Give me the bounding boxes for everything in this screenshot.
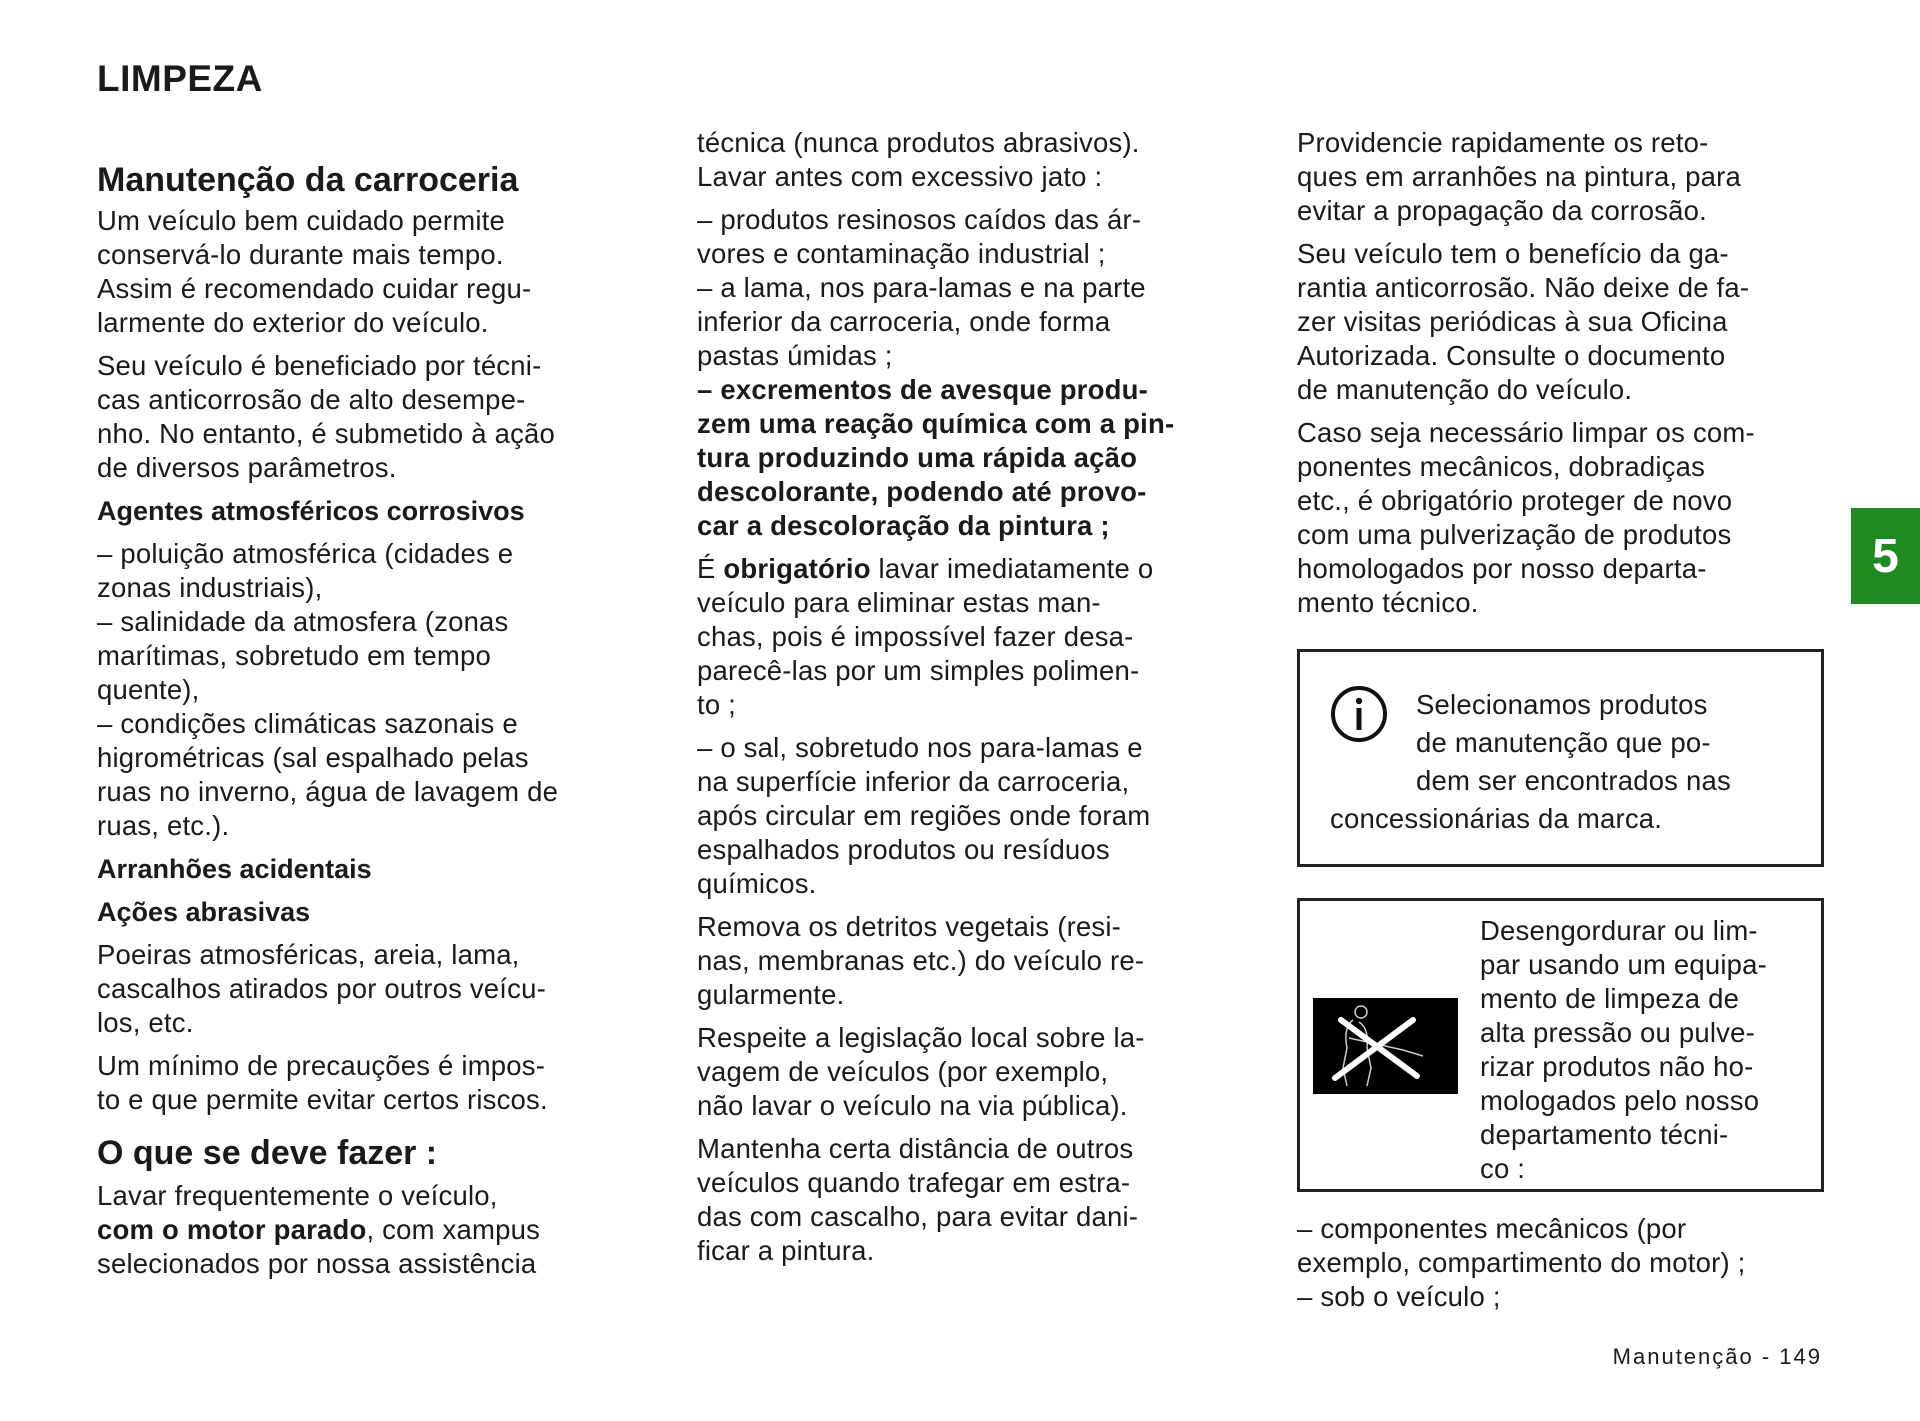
paragraph [697,203,1237,543]
text-line: com uma pulverização de produtos [1297,519,1732,550]
text-line: zonas industriais), [97,572,323,603]
text-line: – componentes mecânicos (por [1297,1213,1687,1244]
paragraph [97,938,637,1040]
text-line: alta pressão ou pulve- [1480,1017,1755,1048]
text-line: departamento técni- [1480,1119,1729,1150]
text-line: ficar a pintura. [697,1235,875,1266]
chapter-tab[interactable]: 5 [1851,508,1920,604]
paragraph [697,731,1237,901]
subsection-heading: Ações abrasivas [97,897,311,927]
section-heading: Manutenção da carroceria [97,161,519,199]
paragraph [97,1049,637,1117]
text-line: cascalhos atirados por outros veícu- [97,973,546,1004]
text-line: pastas úmidas ; [697,340,893,371]
text-line: parecê-las por um simples polimen- [697,655,1140,686]
text-line: par usando um equipa- [1480,949,1768,980]
text-line: – poluição atmosférica (cidades e [97,538,514,569]
text-line: Um veículo bem cuidado permite [97,205,505,236]
bold-text: com o motor parado [97,1214,367,1245]
text-line: los, etc. [97,1007,194,1038]
text-line: inferior da carroceria, onde forma [697,306,1111,337]
text-line: veículos quando trafegar em estra- [697,1167,1131,1198]
paragraph [97,349,637,485]
text-line: veículo para eliminar estas man- [697,587,1101,618]
text-line: – salinidade da atmosfera (zonas [97,606,509,637]
info-box [1297,649,1824,867]
text-line: – condições climáticas sazonais e [97,708,518,739]
text-line: mologados pelo nosso [1480,1085,1760,1116]
text-line: nho. No entanto, é submetido à ação [97,418,556,449]
text-line: car a descoloração da pintura ; [697,510,1110,541]
text-line: de manutenção do veículo. [1297,374,1633,405]
text-line: Um mínimo de precauções é impos- [97,1050,546,1081]
info-text-line: Selecionamos produtos [1416,689,1708,720]
text-line: ques em arranhões na pintura, para [1297,161,1742,192]
text-line: tura produzindo uma rápida ação [697,442,1138,473]
text-line: descolorante, podendo até provo- [697,476,1147,507]
text-line [697,552,1237,586]
text-line: cas anticorrosão de alto desempe- [97,384,526,415]
text-line: na superfície inferior da carroceria, [697,766,1130,797]
info-text-line: dem ser encontrados nas [1416,765,1731,796]
text-line: das com cascalho, para evitar dani- [697,1201,1139,1232]
text-line: conservá-lo durante mais tempo. [97,239,504,270]
text-line: vagem de veículos (por exemplo, [697,1056,1109,1087]
paragraph [97,537,637,843]
text-line: ruas, etc.). [97,810,230,841]
section-heading: O que se deve fazer : [97,1134,438,1172]
page-title: LIMPEZA [97,58,263,99]
text-line: higrométricas (sal espalhado pelas [97,742,529,773]
text-line: evitar a propagação da corrosão. [1297,195,1707,226]
text-line: técnica (nunca produtos abrasivos). [697,127,1140,158]
paragraph [1297,416,1837,620]
text-line: ruas no inverno, água de lavagem de [97,776,559,807]
text-line: – produtos resinosos caídos das ár- [697,204,1142,235]
text-line: to e que permite evitar certos riscos. [97,1084,548,1115]
text-line: gularmente. [697,979,845,1010]
text-line [97,1213,637,1247]
text-line: nas, membranas etc.) do veículo re- [697,945,1145,976]
page-footer: Manutenção - 149 [1612,1344,1822,1369]
text-line: Remova os detritos vegetais (resi- [697,911,1122,942]
text-line: Poeiras atmosféricas, areia, lama, [97,939,520,970]
subsection-heading: Agentes atmosféricos corrosivos [97,496,525,526]
text-line: não lavar o veículo na via pública). [697,1090,1128,1121]
text-line: vores e contaminação industrial ; [697,238,1106,269]
paragraph [697,1021,1237,1123]
text-line: Respeite a legislação local sobre la- [697,1022,1145,1053]
no-pressure-washer-icon [1313,998,1458,1094]
paragraph [97,204,637,340]
text-line: Seu veículo é beneficiado por técni- [97,350,542,381]
text-span: É [697,553,724,584]
text-line: Mantenha certa distância de outros [697,1133,1134,1164]
text-line: após circular em regiões onde foram [697,800,1151,831]
text-line: – a lama, nos para-lamas e na parte [697,272,1146,303]
text-line: co : [1480,1153,1526,1184]
text-span: lavar imediatamente o [870,553,1154,584]
text-line: rantia anticorrosão. Não deixe de fa- [1297,272,1750,303]
text-line: – o sal, sobretudo nos para-lamas e [697,732,1143,763]
paragraph [1297,237,1837,407]
paragraph [697,126,1237,194]
text-line: exemplo, compartimento do motor) ; [1297,1247,1746,1278]
text-line: Caso seja necessário limpar os com- [1297,417,1755,448]
text-line: Providencie rapidamente os reto- [1297,127,1709,158]
after-box-list [1297,1212,1746,1314]
column-1 [97,160,637,1290]
text-line: Assim é recomendado cuidar regu- [97,273,532,304]
text-line: Seu veículo tem o benefício da ga- [1297,238,1729,269]
column-3 [1297,126,1837,629]
text-line: homologados por nosso departa- [1297,553,1707,584]
info-text-line: concessionárias da marca. [1330,803,1663,834]
text-line: selecionados por nossa assistência [97,1248,537,1279]
text-line: – sob o veículo ; [1297,1281,1501,1312]
text-line: etc., é obrigatório proteger de novo [1297,485,1733,516]
paragraph [697,910,1237,1012]
text-line: rizar produtos não ho- [1480,1051,1754,1082]
text-line: marítimas, sobretudo em tempo [97,640,492,671]
paragraph [1297,126,1837,228]
text-line: químicos. [697,868,817,899]
text-line: mento de limpeza de [1480,983,1740,1014]
text-line: to ; [697,689,737,720]
text-line: quente), [97,674,200,705]
text-line: chas, pois é impossível fazer desa- [697,621,1134,652]
text-line: zem uma reação química com a pin- [697,408,1175,439]
text-span: , com xampus [366,1214,541,1245]
text-line: Desengordurar ou lim- [1480,915,1758,946]
text-line: Lavar frequentemente o veículo, [97,1180,498,1211]
text-line: Autorizada. Consulte o documento [1297,340,1726,371]
info-icon [1330,685,1388,743]
paragraph [697,552,1237,722]
text-line: Lavar antes com excessivo jato : [697,161,1103,192]
text-line: de diversos parâmetros. [97,452,397,483]
text-line: – excrementos de avesque produ- [697,374,1148,405]
paragraph [97,1179,637,1281]
text-line: ponentes mecânicos, dobradiças [1297,451,1706,482]
text-line: larmente do exterior do veículo. [97,307,489,338]
text-line: espalhados produtos ou resíduos [697,834,1110,865]
text-line: mento técnico. [1297,587,1479,618]
text-line: zer visitas periódicas à sua Oficina [1297,306,1728,337]
warning-text [1480,914,1767,1186]
column-2 [697,126,1237,1277]
subsection-heading: Arranhões acidentais [97,854,372,884]
info-text-line: de manutenção que po- [1416,727,1711,758]
paragraph [697,1132,1237,1268]
warning-box [1297,898,1824,1192]
bold-text: obrigatório [723,553,871,584]
